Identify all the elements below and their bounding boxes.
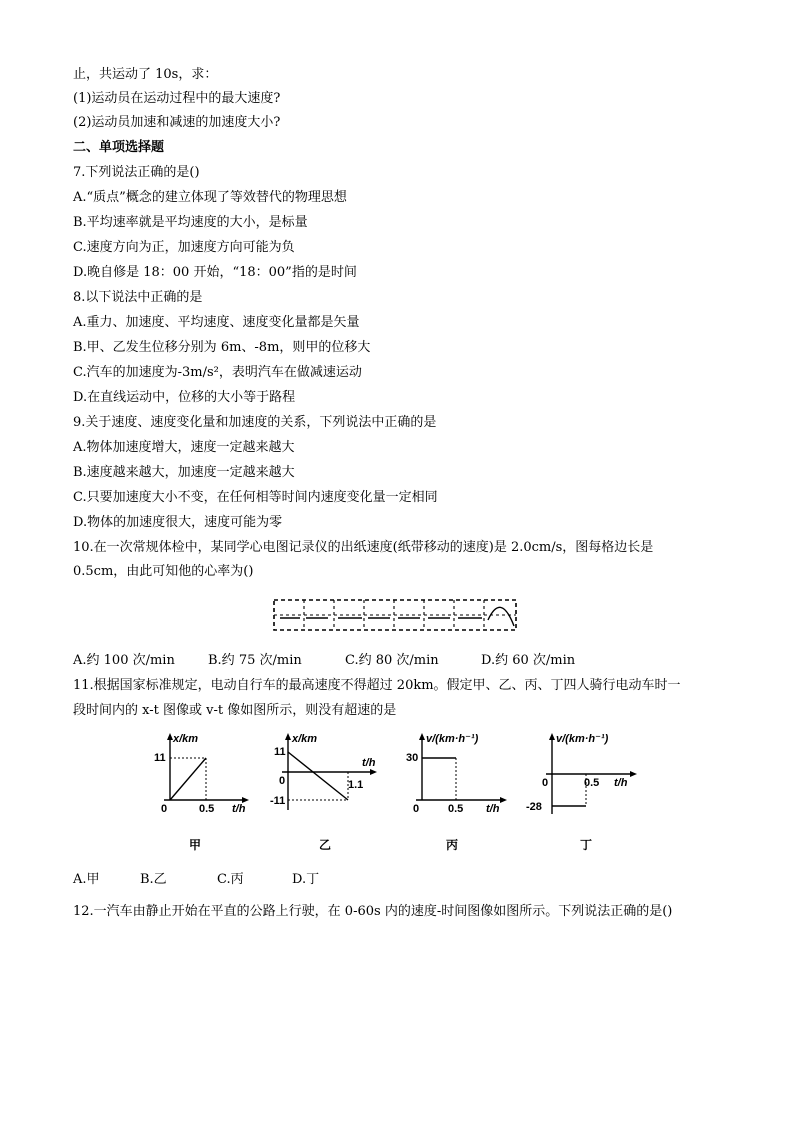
- graph-ding: [522, 730, 642, 830]
- question-11-line1: 11.根据国家标准规定，电动自行车的最高速度不得超过 20km。假定甲、乙、丙、丁四人骑行电动车时一: [73, 678, 681, 693]
- graph-bing: [400, 730, 510, 820]
- q9-option-d: D.物体的加速度很大，速度可能为零: [73, 515, 283, 530]
- text-line-l3: (2)运动员加速和减速的加速度大小?: [73, 115, 281, 130]
- graph-jia-label: 甲: [189, 838, 202, 852]
- graph-yi-label: 乙: [319, 838, 332, 852]
- ecg-grid: [274, 600, 516, 630]
- graph-yi: [270, 730, 380, 820]
- q11-choice-d[interactable]: D.丁: [292, 872, 320, 887]
- q7-option-a: A.“质点”概念的建立体现了等效替代的物理思想: [73, 190, 347, 205]
- question-12: 12.一汽车由静止开始在平直的公路上行驶，在 0-60s 内的速度-时间图像如图所示。下列说法正确的是(): [73, 904, 673, 919]
- text-line-l2: (1)运动员在运动过程中的最大速度?: [73, 91, 281, 106]
- question-7: 7.下列说法正确的是(): [73, 165, 200, 180]
- bing-origin: 0: [413, 803, 420, 815]
- q9-option-b: B.速度越来越大，加速度一定越来越大: [73, 465, 295, 480]
- q10-choice-c[interactable]: C.约 80 次/min: [345, 653, 439, 668]
- ecg-trace: [280, 607, 514, 626]
- jia-origin: 0: [161, 803, 168, 815]
- graph-bing-label: 丙: [446, 838, 459, 852]
- q10-choices: [73, 652, 693, 670]
- q11-choice-c[interactable]: C.丙: [217, 872, 244, 887]
- q9-option-c: C.只要加速度大小不变，在任何相等时间内速度变化量一定相同: [73, 490, 438, 505]
- q10-choice-d[interactable]: D.约 60 次/min: [481, 653, 576, 668]
- q8-option-c: C.汽车的加速度为-3m/s²，表明汽车在做减速运动: [73, 365, 362, 380]
- question-8: 8.以下说法中正确的是: [73, 290, 203, 305]
- jia-xlabel: t/h: [232, 803, 246, 815]
- question-10-line2: 0.5cm，由此可知他的心率为(): [73, 564, 254, 579]
- yi-ylabel: x/km: [292, 733, 318, 745]
- graph-ding-label: 丁: [580, 838, 593, 852]
- yi-xtick: 1.1: [348, 779, 364, 791]
- q7-option-b: B.平均速率就是平均速度的大小，是标量: [73, 215, 308, 230]
- question-10-line1: 10.在一次常规体检中，某同学心电图记录仪的出纸速度(纸带移动的速度)是 2.0cm/s，图每格边长是: [73, 540, 654, 555]
- jia-ytick: 11: [154, 752, 166, 764]
- yi-origin: 0: [279, 775, 286, 787]
- yi-line: [288, 752, 348, 800]
- bing-xtick: 0.5: [448, 803, 464, 815]
- jia-ylabel: x/km: [173, 733, 199, 745]
- q8-option-b: B.甲、乙发生位移分别为 6m、-8m，则甲的位移大: [73, 340, 371, 355]
- q7-option-d: D.晚自修是 18：00 开始，“18：00”指的是时间: [73, 265, 357, 280]
- ecg-strip-figure: [270, 596, 522, 636]
- q11-choice-a[interactable]: A.甲: [73, 872, 100, 887]
- ding-origin: 0: [542, 777, 549, 789]
- jia-line: [170, 758, 206, 800]
- q9-option-a: A.物体加速度增大，速度一定越来越大: [73, 440, 295, 455]
- text-line-l1: 止，共运动了 10s，求：: [73, 67, 218, 82]
- ding-xlabel: t/h: [614, 777, 628, 789]
- yi-ytick-top: 11: [274, 746, 286, 758]
- ding-ytick: -28: [526, 801, 542, 813]
- q10-choice-b[interactable]: B.约 75 次/min: [208, 653, 302, 668]
- bing-ylabel: v/(km·h⁻¹): [426, 733, 479, 745]
- q8-option-d: D.在直线运动中，位移的大小等于路程: [73, 390, 296, 405]
- q11-choice-b[interactable]: B.乙: [140, 872, 167, 887]
- question-11-line2: 段时间内的 x-t 图像或 v-t 像如图所示，则没有超速的是: [73, 703, 397, 718]
- q8-option-a: A.重力、加速度、平均速度、速度变化量都是矢量: [73, 315, 360, 330]
- q7-option-c: C.速度方向为正，加速度方向可能为负: [73, 240, 295, 255]
- question-9: 9.关于速度、速度变化量和加速度的关系，下列说法中正确的是: [73, 415, 437, 430]
- ding-xtick: 0.5: [584, 777, 600, 789]
- jia-xtick: 0.5: [199, 803, 215, 815]
- q10-choice-a[interactable]: A.约 100 次/min: [73, 653, 175, 668]
- section-heading: 二、单项选择题: [73, 140, 165, 155]
- bing-ytick: 30: [406, 752, 419, 764]
- yi-ytick-bottom: -11: [270, 795, 286, 807]
- yi-xlabel: t/h: [362, 757, 376, 769]
- bing-xlabel: t/h: [486, 803, 500, 815]
- ding-ylabel: v/(km·h⁻¹): [556, 733, 609, 745]
- graph-jia: [150, 730, 250, 820]
